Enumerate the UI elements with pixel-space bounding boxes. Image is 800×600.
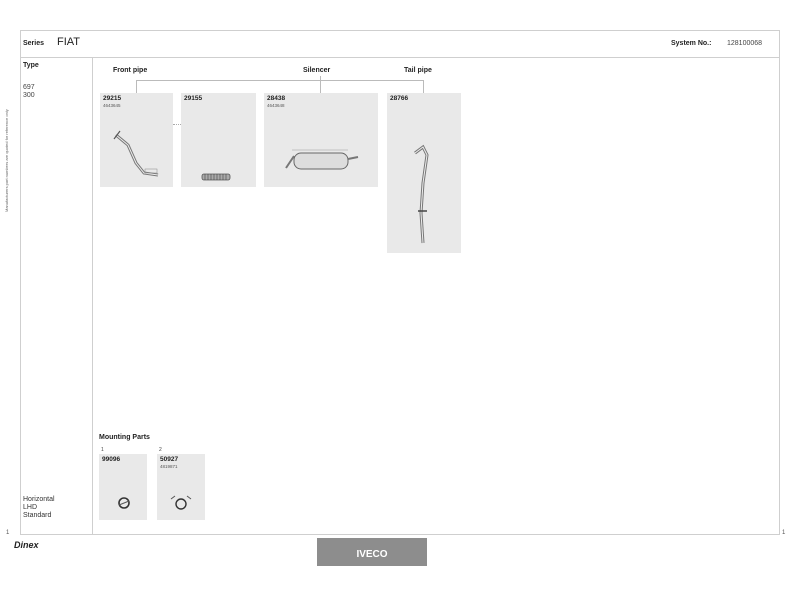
dinex-logo: Dinex xyxy=(14,540,39,550)
page-mark-right: 1 xyxy=(782,530,786,536)
clamp-drawing xyxy=(99,454,147,520)
silencer-heading: Silencer xyxy=(303,67,331,74)
part-ref-number: 4643645 xyxy=(103,103,121,108)
part-number: 29155 xyxy=(184,95,203,102)
front-pipe-heading: Front pipe xyxy=(113,67,148,74)
part-card-silencer[interactable] xyxy=(264,93,378,187)
config-orientation: Horizontal xyxy=(23,496,55,503)
bracket-drawing xyxy=(157,454,205,520)
part-number: 99096 xyxy=(102,456,121,463)
mounting-parts-heading: Mounting Parts xyxy=(99,434,150,441)
front-pipe-drawing xyxy=(100,93,173,187)
part-number: 50927 xyxy=(160,456,179,463)
system-number-value: 128100068 xyxy=(727,40,763,47)
mounting-qty: 1 xyxy=(101,447,104,453)
connector-line xyxy=(173,124,181,125)
part-card-flex-pipe[interactable] xyxy=(181,93,256,187)
brand-name: IVECO xyxy=(356,549,388,560)
disclaimer-text: Manufacturers part numbers are quoted for reference only xyxy=(4,109,9,212)
section-bracket-tick xyxy=(136,80,137,93)
mounting-qty: 2 xyxy=(159,447,162,453)
page-mark-left: 1 xyxy=(6,530,10,536)
part-number: 28766 xyxy=(390,95,409,102)
system-number-label: System No.: xyxy=(671,40,712,47)
part-ref-number: 4643648 xyxy=(267,103,285,108)
config-drive: LHD xyxy=(23,504,38,511)
type-value: 697 xyxy=(23,84,35,91)
part-ref-number: 4819871 xyxy=(160,464,178,469)
tail-pipe-drawing xyxy=(387,93,461,253)
series-value: FIAT xyxy=(57,36,81,48)
configuration-info xyxy=(23,496,55,520)
part-number: 28438 xyxy=(267,95,286,102)
part-number: 29215 xyxy=(103,95,122,102)
mounting-card-clamp[interactable] xyxy=(99,454,147,520)
series-label: Series xyxy=(23,40,45,47)
type-values xyxy=(23,84,35,100)
type-label: Type xyxy=(23,62,39,69)
part-card-tail-pipe[interactable] xyxy=(387,93,461,253)
flex-pipe-drawing xyxy=(181,93,256,187)
section-bracket xyxy=(136,80,423,81)
left-column-divider xyxy=(92,57,93,535)
tail-pipe-heading: Tail pipe xyxy=(404,67,432,74)
mounting-card-bracket[interactable] xyxy=(157,454,205,520)
silencer-drawing xyxy=(264,93,378,187)
config-variant: Standard xyxy=(23,512,52,519)
section-bracket-tick xyxy=(423,80,424,93)
part-card-front-pipe[interactable] xyxy=(100,93,173,187)
type-value: 300 xyxy=(23,92,35,99)
header-divider xyxy=(20,57,780,58)
section-bracket-tick xyxy=(320,76,321,93)
